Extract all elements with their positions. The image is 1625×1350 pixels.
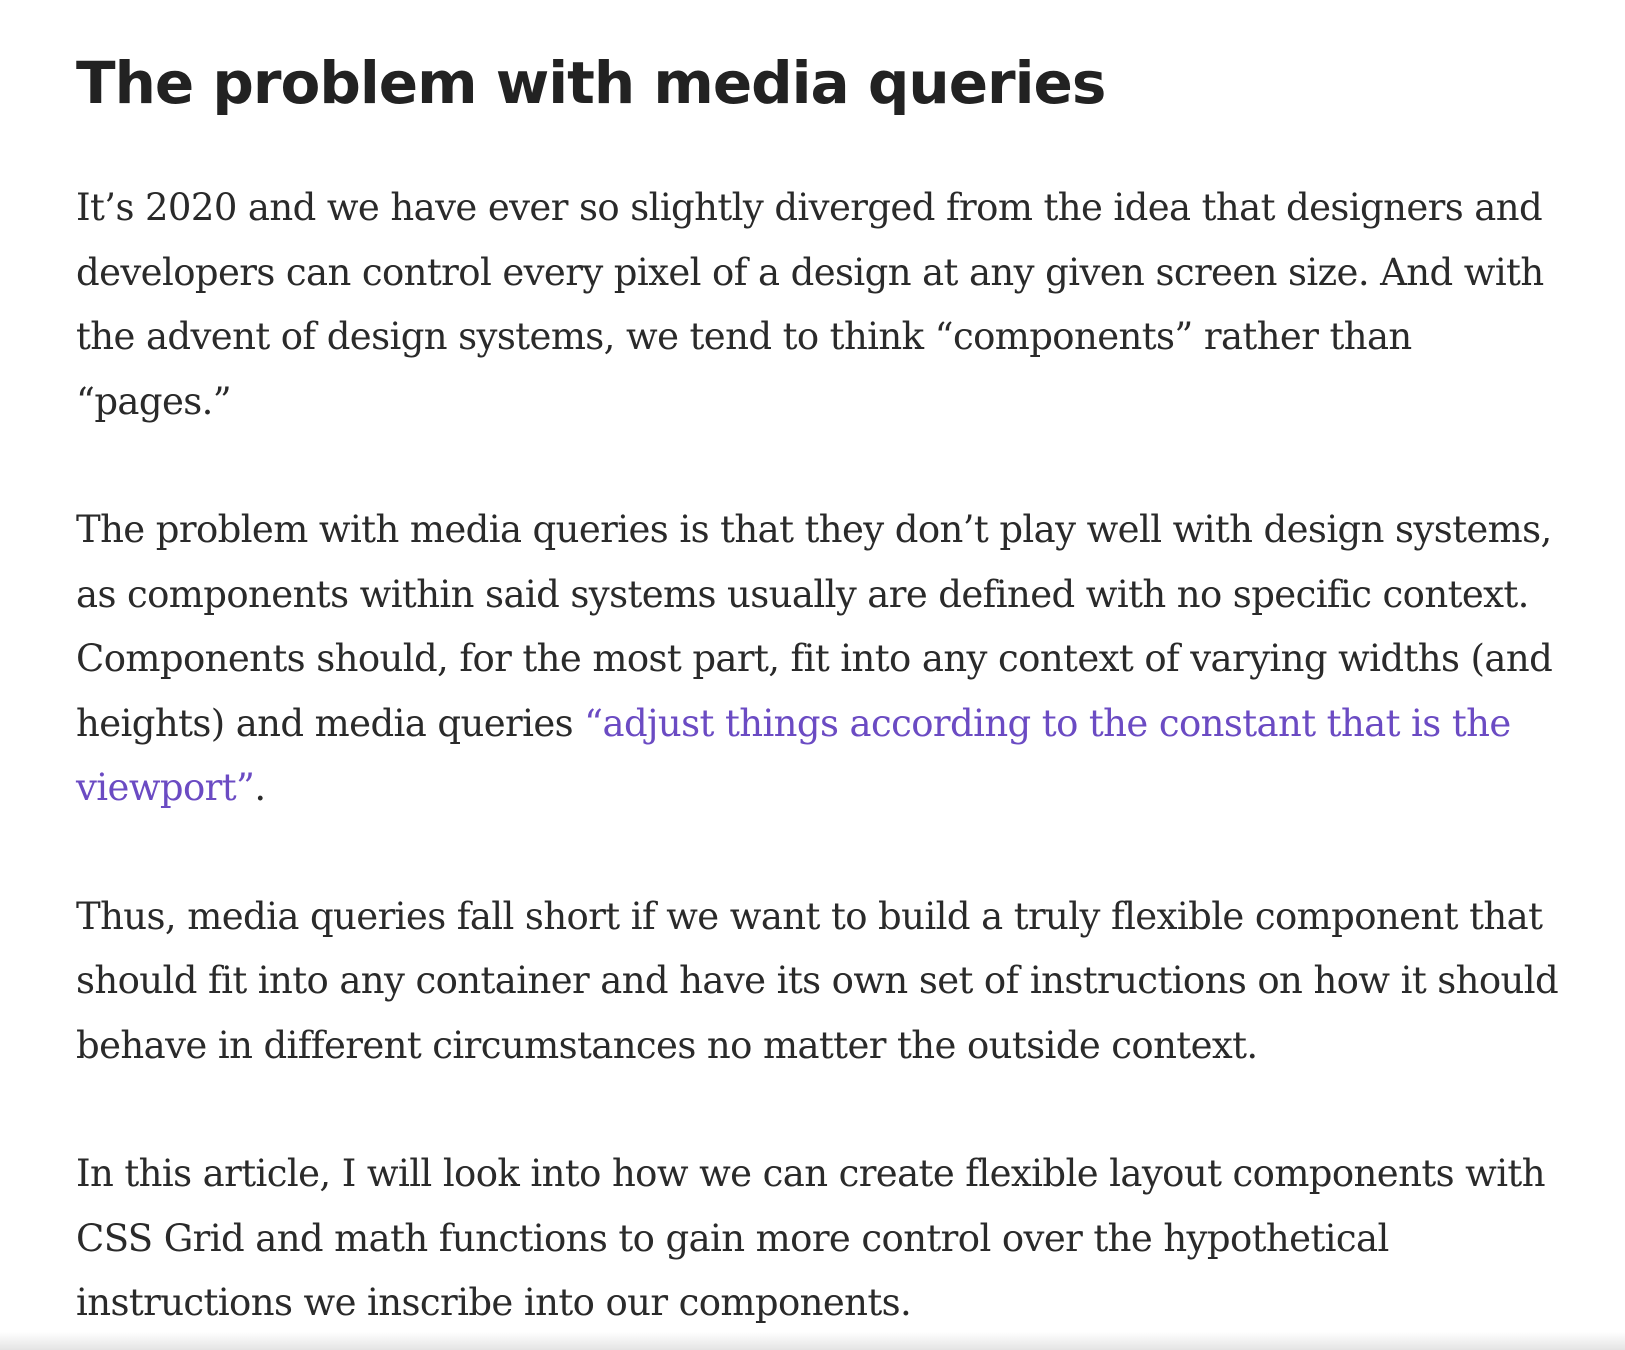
quote-link-continued[interactable]: viewport” — [76, 766, 255, 809]
paragraph-thus — [76, 885, 1559, 1079]
paragraph-line: behave in different circumstances no matter the outside context. — [76, 1023, 1258, 1067]
paragraph-line: developers can control every pixel of a design at any given screen size. And with — [76, 250, 1544, 294]
paragraph-line: “pages.” — [76, 379, 232, 423]
paragraph-line: the advent of design systems, we tend to think “components” rather than — [76, 315, 1412, 358]
paragraph-intro — [76, 176, 1556, 434]
paragraph-line: CSS Grid and math functions to gain more control over the hypothetical — [76, 1216, 1389, 1260]
paragraph-line: as components within said systems usually are defined with no specific context. — [76, 572, 1529, 616]
paragraph-line: The problem with media queries is that they don’t play well with design systems, — [76, 508, 1552, 551]
bottom-fade — [0, 1332, 1625, 1350]
paragraph-line: In this article, I will look into how we can create flexible layout components with — [76, 1152, 1545, 1195]
paragraph-line: Components should, for the most part, fit into any context of varying widths (and — [76, 637, 1553, 680]
paragraph-line: Thus, media queries fall short if we want to build a truly flexible component that — [76, 894, 1543, 938]
paragraph-text: . — [254, 766, 266, 809]
quote-link[interactable]: “adjust things according to the constant that is the — [584, 701, 1511, 745]
paragraph-text: heights) and media queries — [76, 701, 585, 745]
paragraph-line — [76, 692, 1556, 757]
paragraph-problem — [76, 498, 1556, 821]
paragraph-line: should fit into any container and have its own set of instructions on how it should — [76, 959, 1559, 1002]
article-body — [76, 0, 1559, 1336]
paragraph-line: instructions we inscribe into our components. — [76, 1281, 912, 1324]
paragraph-article-intro — [76, 1142, 1556, 1336]
section-heading: The problem with media queries — [76, 49, 1106, 117]
paragraph-line — [76, 756, 1556, 821]
paragraph-line: It’s 2020 and we have ever so slightly diverged from the idea that designers and — [76, 186, 1543, 229]
